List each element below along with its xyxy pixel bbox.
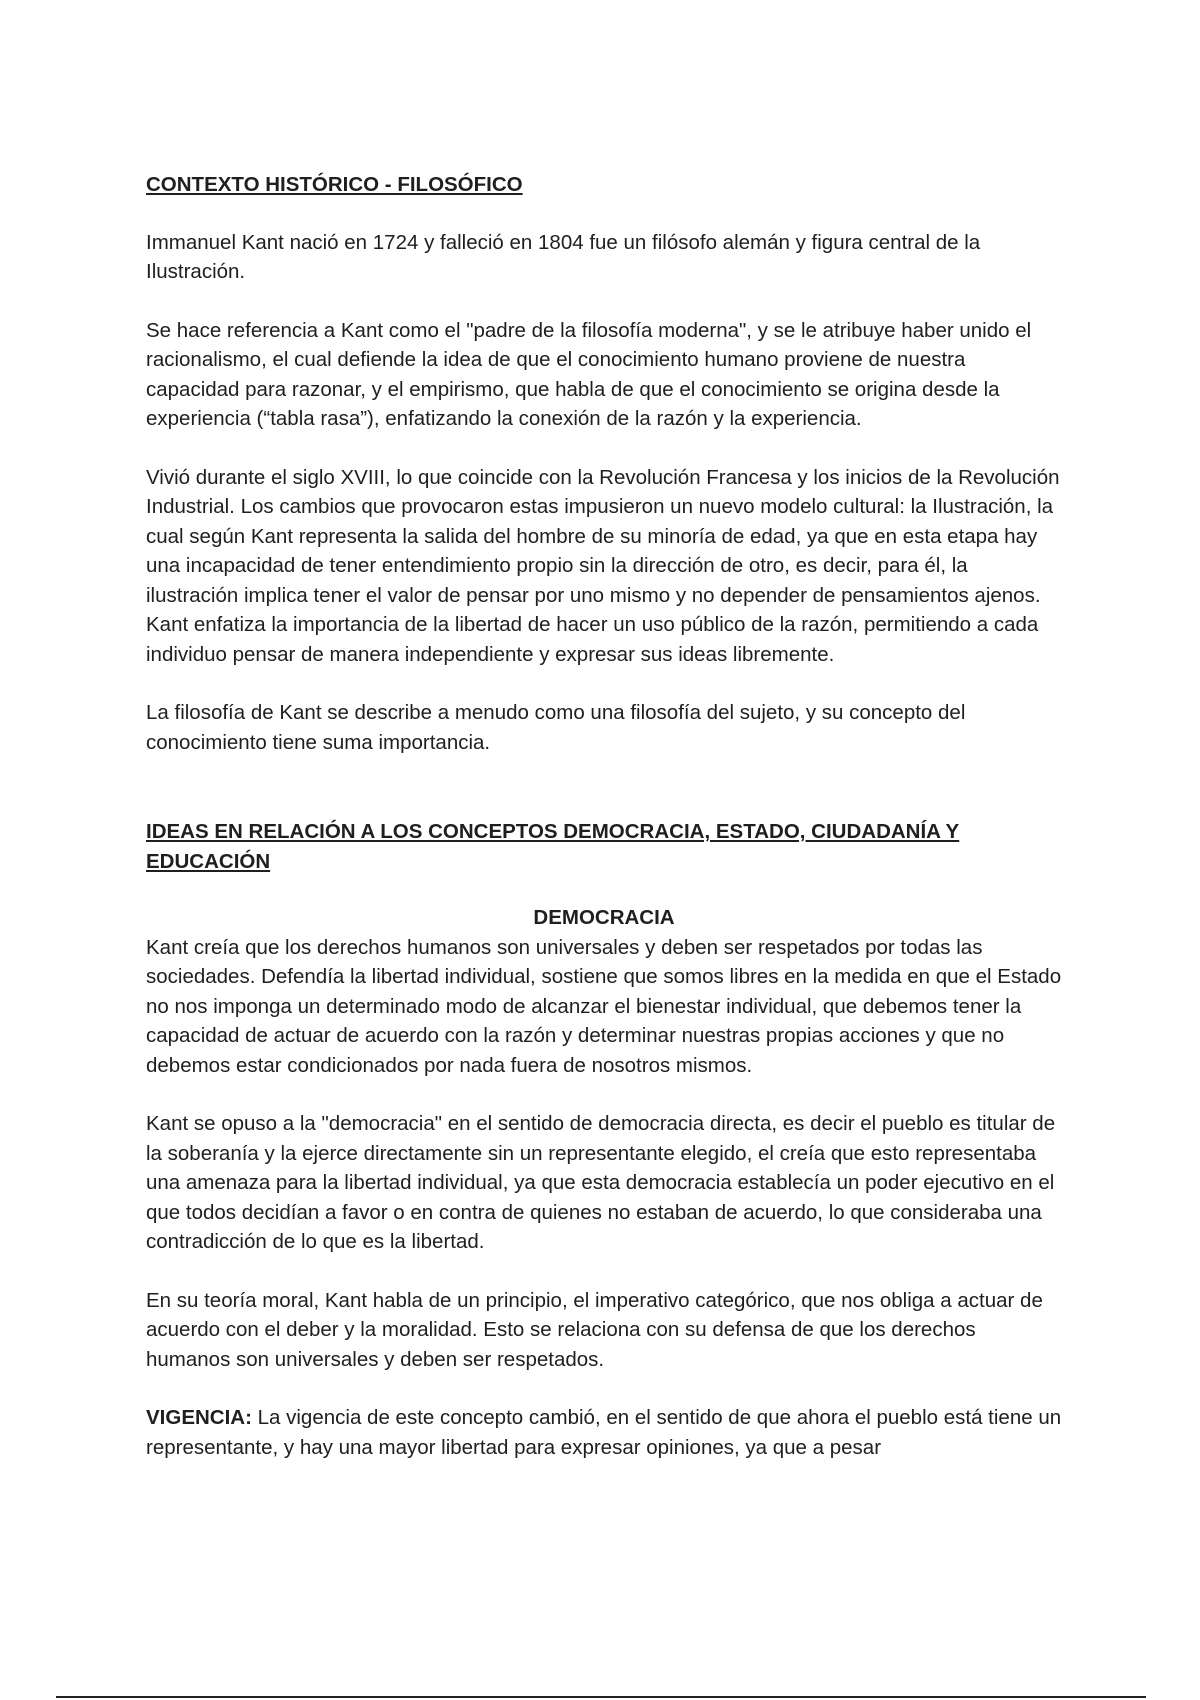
paragraph: En su teoría moral, Kant habla de un principio, el imperativo categórico, que nos obliga a actuar de acuerdo con el deber y la moralidad. Esto se relaciona con su defensa de que los derechos humanos son universales y deben ser respetados. [146,1288,1043,1371]
section-title-ideas: IDEAS EN RELACIÓN A LOS CONCEPTOS DEMOCRACIA, ESTADO, CIUDADANÍA Y EDUCACIÓN [146,820,960,873]
vigencia-paragraph [146,1403,1062,1462]
vigencia-text: La vigencia de este concepto cambió, en el sentido de que ahora el pueblo está tiene un representante, y hay una mayor libertad para expresar opiniones, ya que a pesar [146,1406,1062,1459]
paragraph: La filosofía de Kant se describe a menudo como una filosofía del sujeto, y su concepto del conocimiento tiene suma importancia. [146,701,966,754]
document-page [146,170,1062,1462]
section-title-contexto: CONTEXTO HISTÓRICO - FILOSÓFICO [146,173,523,196]
vigencia-label: VIGENCIA: [146,1406,252,1429]
paragraph: Se hace referencia a Kant como el "padre de la filosofía moderna", y se le atribuye haber unido el racionalismo, el cual defiende la idea de que el conocimiento humano proviene de nuestra capacidad para razonar, y el empirismo, que habla de que el conocimiento se origina desde la experiencia (“tabla rasa”), enfatizando la conexión de la razón y la experiencia. [146,318,1032,430]
paragraph: Immanuel Kant nació en 1724 y falleció en 1804 fue un filósofo alemán y figura central de la Ilustración. [146,230,981,283]
paragraph: Vivió durante el siglo XVIII, lo que coincide con la Revolución Francesa y los inicios de la Revolución Industrial. Los cambios que provocaron estas impusieron un nuevo modelo cultural: la Ilustración, la cual según Kant representa la salida del hombre de su minoría de edad, ya que en esta etapa hay una incapacidad de tener entendimiento propio sin la dirección de otro, es decir, para él, la ilustración implica tener el valor de pensar por uno mismo y no depender de pensamientos ajenos. Kant enfatiza la importancia de la libertad de hacer un uso público de la razón, permitiendo a cada individuo pensar de manera independiente y expresar sus ideas libremente. [146,465,1060,666]
paragraph: Kant se opuso a la "democracia" en el sentido de democracia directa, es decir el pueblo es titular de la soberanía y la ejerce directamente sin un representante elegido, el creía que esto representaba una amenaza para la libertad individual, ya que esta democracia establecía un poder ejecutivo en el que todos decidían a favor o en contra de quienes no estaban de acuerdo, lo que consideraba una contradicción de lo que es la libertad. [146,1112,1056,1253]
subheading-democracia: DEMOCRACIA [533,906,675,929]
bottom-divider [56,1696,1146,1698]
paragraph: Kant creía que los derechos humanos son universales y deben ser respetados por todas las sociedades. Defendía la libertad individual, sostiene que somos libres en la medida en que el Estado no nos imponga un determinado modo de alcanzar el bienestar individual, que debemos tener la capacidad de actuar de acuerdo con la razón y determinar nuestras propias acciones y que no debemos estar condicionados por nada fuera de nosotros mismos. [146,935,1062,1077]
